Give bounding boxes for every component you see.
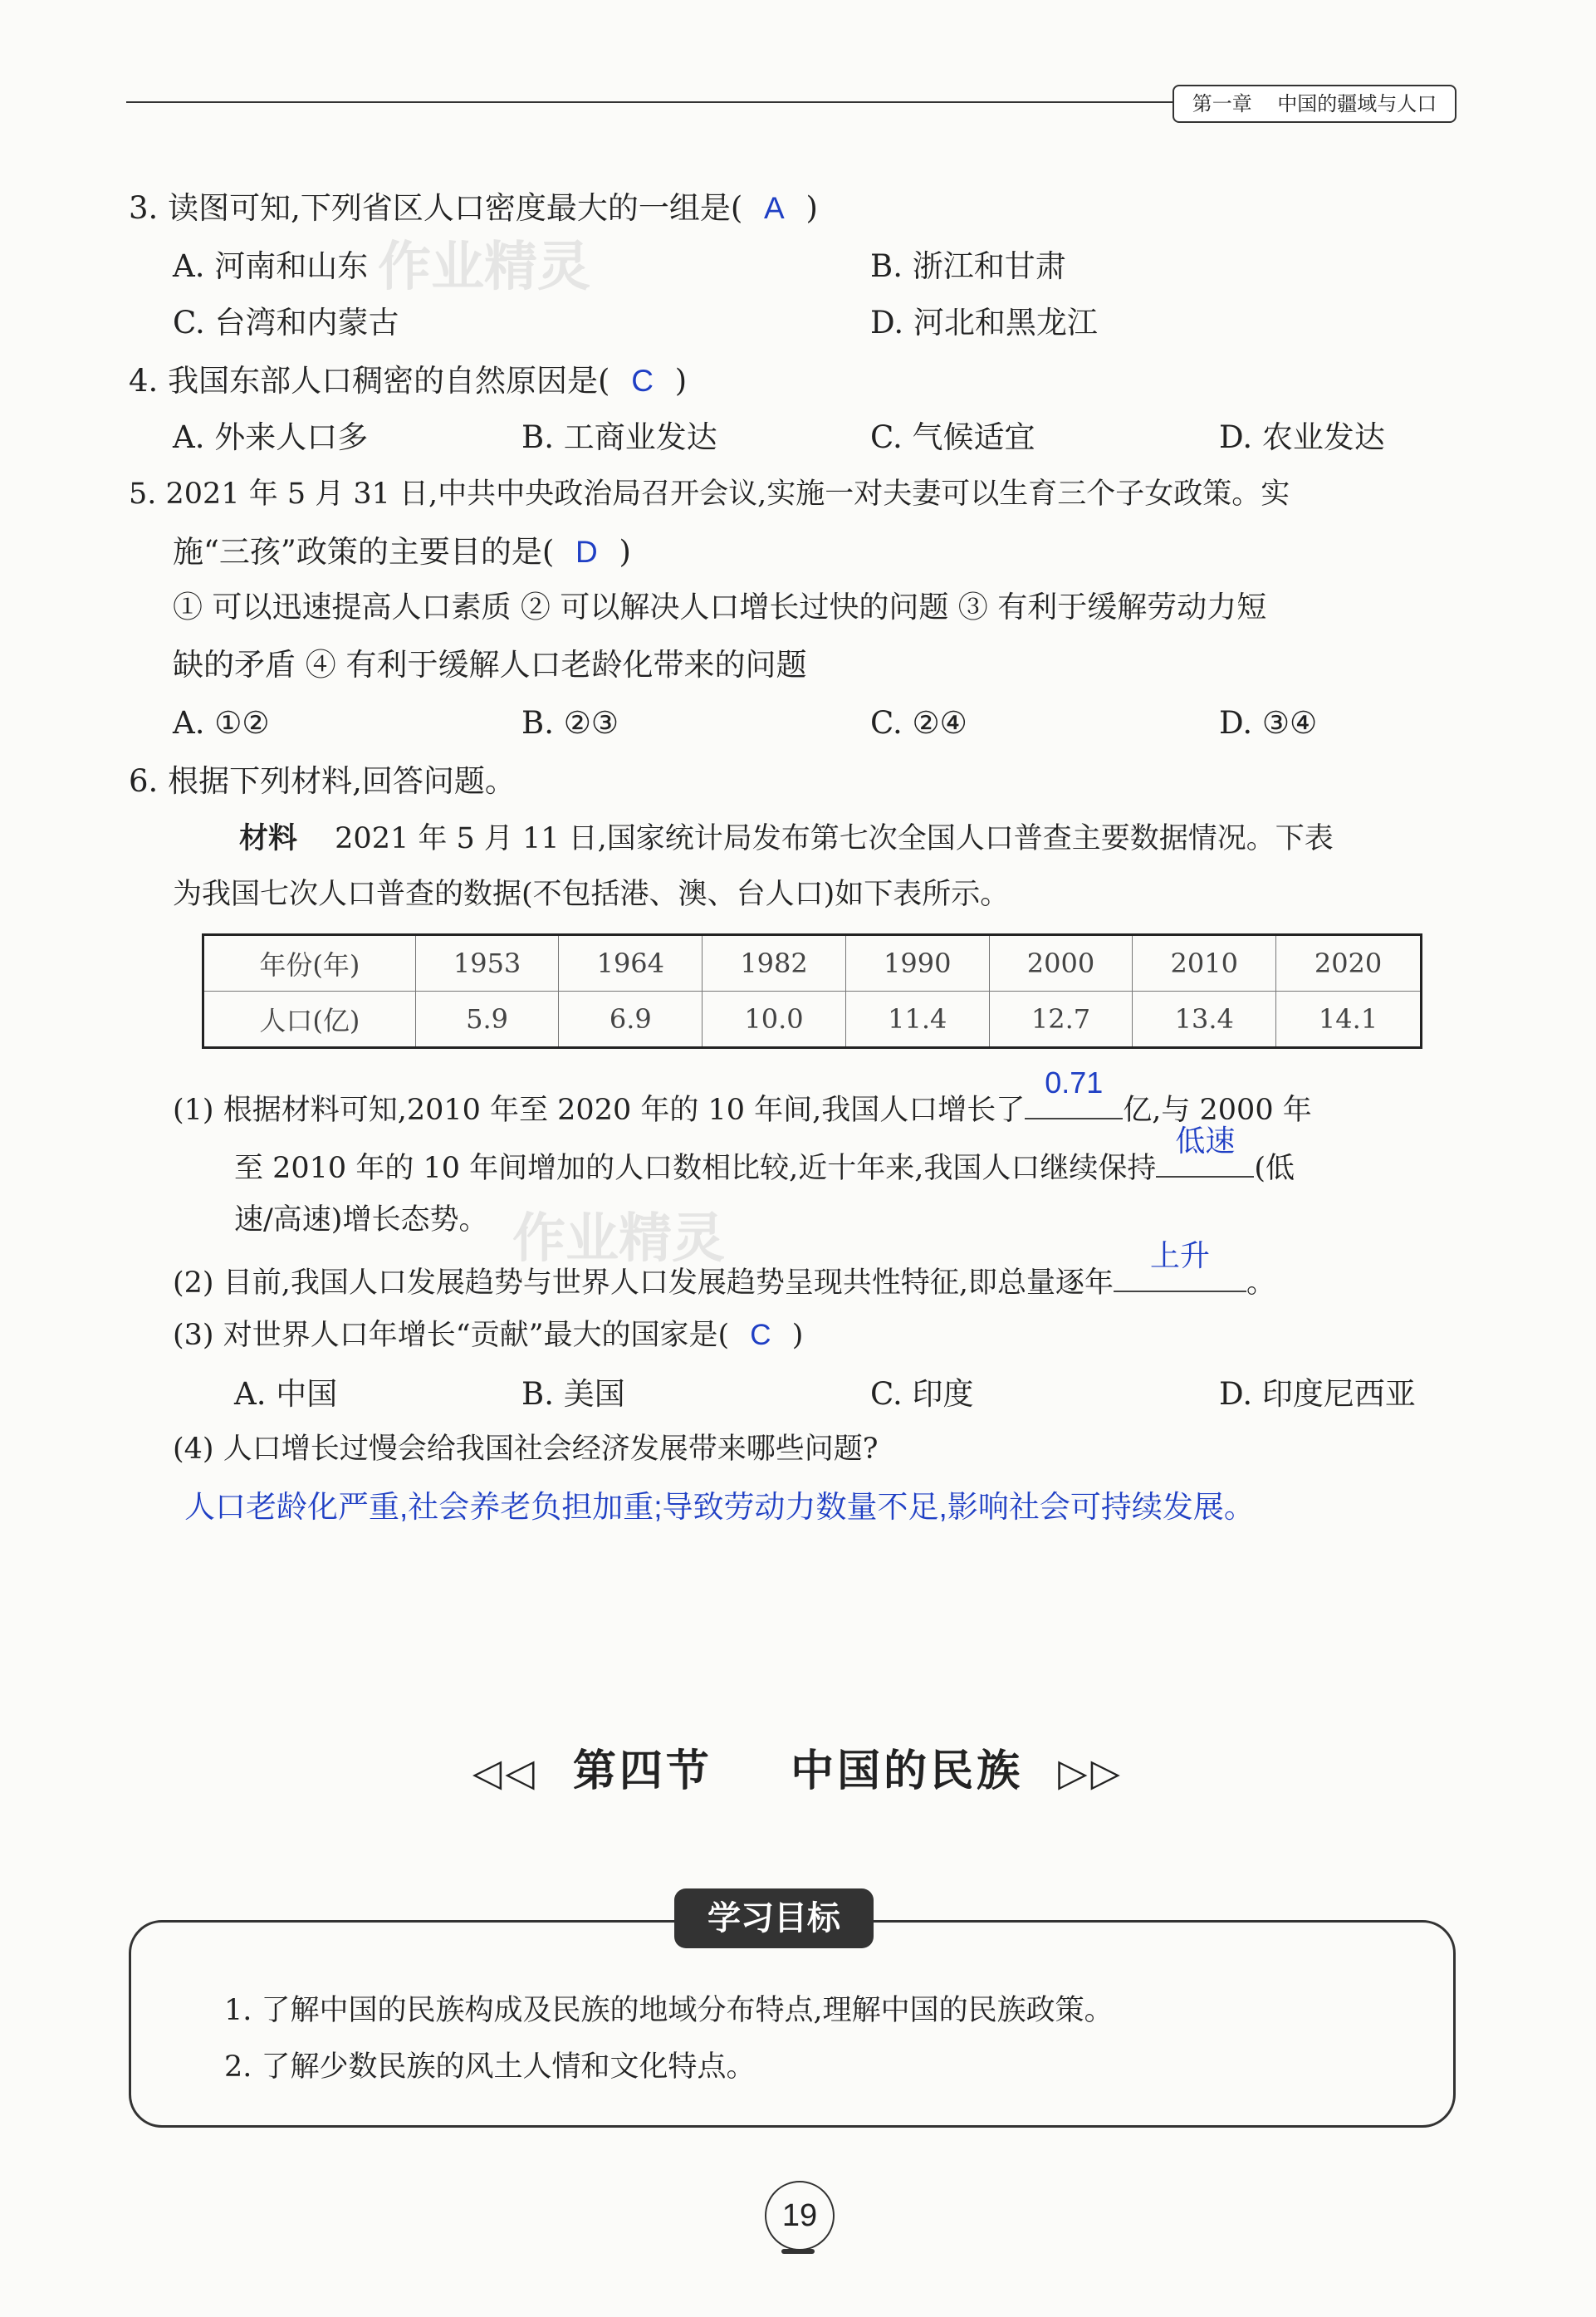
option: D. 农业发达 <box>1219 419 1385 455</box>
table-row <box>203 935 1422 992</box>
question-5: 5. 2021 年 5 月 31 日,中共中央政治局召开会议,实施一对夫妻可以生育三个子女政策。实 <box>129 478 1290 511</box>
table-cell: 14.1 <box>1276 992 1422 1048</box>
watermark: 作业精灵 <box>378 237 590 298</box>
option: B. ②③ <box>521 705 619 741</box>
option: A. 外来人口多 <box>173 419 369 455</box>
header-rule <box>126 101 1173 103</box>
table-cell: 1990 <box>845 935 989 992</box>
learning-goals-tab: 学习目标 <box>674 1888 874 1948</box>
answer-blank: 上升 <box>1114 1262 1246 1292</box>
option: C. 台湾和内蒙古 <box>173 305 399 340</box>
table-row <box>203 992 1422 1048</box>
row-label: 人口(亿) <box>203 992 416 1048</box>
goal-item: 2. 了解少数民族的风土人情和文化特点。 <box>224 2050 756 2084</box>
subquestion-2: (2) 目前,我国人口发展趋势与世界人口发展趋势呈现共性特征,即总量逐年 上升 。 <box>173 1238 1275 1300</box>
goal-item: 1. 了解中国的民族构成及民族的地域分布特点,理解中国的民族政策。 <box>224 1994 1114 2027</box>
option: C. 气候适宜 <box>870 419 1035 455</box>
table-cell: 12.7 <box>989 992 1133 1048</box>
section-heading <box>0 1736 1596 1798</box>
right-arrow-icon: ▷▷ <box>1058 1750 1124 1795</box>
answer: C <box>750 1319 771 1351</box>
table-cell: 1964 <box>559 935 703 992</box>
statements: ① 可以迅速提高人口素质 ② 可以解决人口增长过快的问题 ③ 有利于缓解劳动力短 <box>173 590 1267 625</box>
subquestion-1: (1) 根据材料可知,2010 年至 2020 年的 10 年间,我国人口增长了 0.71 亿,与 2000 年 <box>173 1065 1312 1127</box>
table-cell: 13.4 <box>1133 992 1276 1048</box>
answer-blank: 低速 <box>1156 1148 1254 1178</box>
subquestion-1-cont: 速/高速)增长态势。 <box>234 1203 488 1237</box>
material-label: 材料 <box>239 821 298 855</box>
option: D. ③④ <box>1219 705 1318 741</box>
option: D. 印度尼西亚 <box>1219 1376 1416 1412</box>
question-6: 6. 根据下列材料,回答问题。 <box>129 763 516 799</box>
chapter-title: 中国的疆域与人口 <box>1277 92 1437 115</box>
chapter-number: 第一章 <box>1192 92 1252 115</box>
question-4: 4. 我国东部人口稠密的自然原因是( C ) <box>129 363 688 399</box>
left-arrow-icon: ◁◁ <box>472 1750 538 1795</box>
subquestion-4: (4) 人口增长过慢会给我国社会经济发展带来哪些问题? <box>173 1433 879 1466</box>
table-cell: 10.0 <box>703 992 846 1048</box>
section-number: 第四节 <box>572 1746 712 1796</box>
handwritten-answer: 人口老龄化严重,社会养老负担加重;导致劳动力数量不足,影响社会可持续发展。 <box>184 1490 1255 1524</box>
option: B. 浙江和甘肃 <box>870 248 1066 284</box>
watermark: 作业精灵 <box>512 1208 725 1270</box>
answer-blank: 0.71 <box>1025 1090 1123 1119</box>
option: C. 印度 <box>870 1376 974 1412</box>
answer: D <box>575 535 598 569</box>
question-3: 3. 读图可知,下列省区人口密度最大的一组是( A ) <box>129 190 818 226</box>
table-cell: 2000 <box>989 935 1133 992</box>
subquestion-3: (3) 对世界人口年增长“贡献”最大的国家是( C ) <box>173 1319 804 1352</box>
table-cell: 2010 <box>1133 935 1276 992</box>
answer: C <box>631 364 654 398</box>
chapter-header <box>1173 85 1456 123</box>
table-cell: 5.9 <box>415 992 559 1048</box>
option: A. ①② <box>173 705 270 741</box>
option: B. 美国 <box>521 1376 625 1412</box>
globe-stand-icon <box>781 2249 815 2254</box>
section-title: 中国的民族 <box>791 1746 1024 1796</box>
question-5-cont: 施“三孩”政策的主要目的是( D ) <box>173 534 631 570</box>
option: D. 河北和黑龙江 <box>870 305 1098 340</box>
material: 材料 2021 年 5 月 11 日,国家统计局发布第七次全国人口普查主要数据情况。下表 <box>239 821 1334 855</box>
statements: 缺的矛盾 ④ 有利于缓解人口老龄化带来的问题 <box>173 647 807 683</box>
option: C. ②④ <box>870 705 967 741</box>
option: A. 河南和山东 <box>173 248 369 284</box>
table-cell: 11.4 <box>845 992 989 1048</box>
subquestion-1-cont: 至 2010 年的 10 年间增加的人口数相比较,近十年来,我国人口继续保持 低速 (低 <box>234 1124 1295 1185</box>
page-number: 19 <box>765 2181 835 2251</box>
row-label: 年份(年) <box>203 935 416 992</box>
table-cell: 1953 <box>415 935 559 992</box>
table-cell: 1982 <box>703 935 846 992</box>
answer: A <box>764 191 785 225</box>
table-cell: 2020 <box>1276 935 1422 992</box>
census-table <box>202 933 1422 1049</box>
option: B. 工商业发达 <box>521 419 717 455</box>
option: A. 中国 <box>234 1376 338 1412</box>
material-cont: 为我国七次人口普查的数据(不包括港、澳、台人口)如下表所示。 <box>173 878 1010 911</box>
table-cell: 6.9 <box>559 992 703 1048</box>
